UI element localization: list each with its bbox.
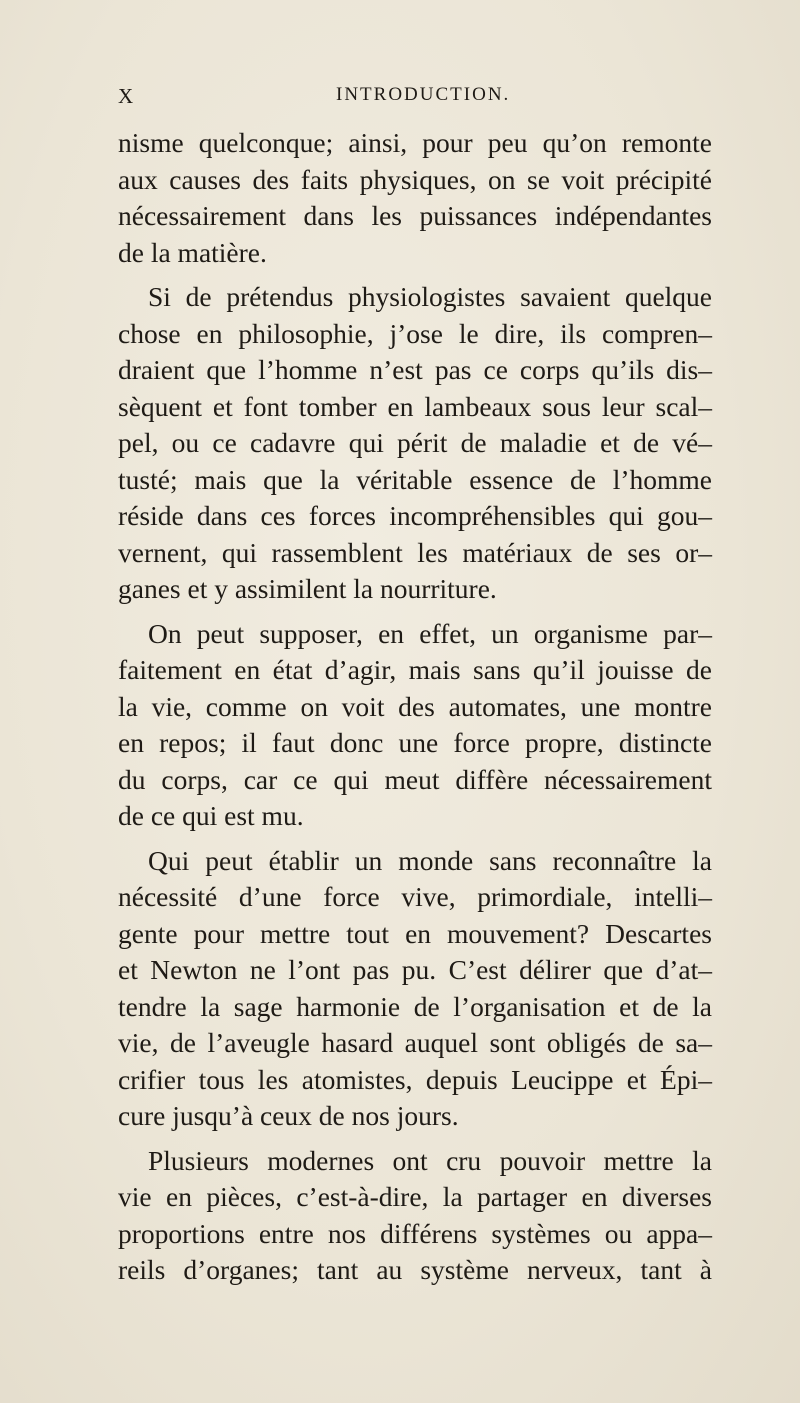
text-line: On peut supposer, en effet, un organisme par– [148, 617, 712, 649]
text-line: reils d’organes; tant au système nerveux, tant à [118, 1254, 712, 1285]
text-line: Plusieurs modernes ont cru pouvoir mettre la [148, 1144, 712, 1176]
paragraph [118, 125, 712, 271]
text-line: vie, de l’aveugle hasard auquel sont obligés de sa– [118, 1027, 712, 1058]
text-line: chose en philosophie, j’ose le dire, ils compren– [118, 317, 712, 349]
text-line: de la matière. [118, 236, 267, 268]
paragraph [118, 843, 712, 1135]
text-line: la vie, comme on voit des automates, une montre [118, 690, 712, 722]
text-line: aux causes des faits physiques, on se voit précipité [118, 163, 712, 195]
body-text [118, 125, 712, 1289]
text-line: sèquent et font tomber en lambeaux sous leur scal– [118, 390, 712, 422]
text-line: tendre la sage harmonie de l’organisation et de la [118, 990, 712, 1022]
text-line: tusté; mais que la véritable essence de l’homme [118, 463, 712, 495]
text-line: vernent, qui rassemblent les matériaux de ses or– [118, 536, 712, 568]
text-line: Qui peut établir un monde sans reconnaître la [148, 844, 712, 876]
text-line: nécessité d’une force vive, primordiale, intelli– [118, 881, 712, 912]
text-line: de ce qui est mu. [118, 800, 304, 831]
text-line: et Newton ne l’ont pas pu. C’est délirer que d’at– [118, 954, 712, 985]
text-line: proportions entre nos différens systèmes ou appa– [118, 1217, 712, 1249]
running-head: INTRODUCTION. [336, 84, 511, 105]
text-line: réside dans ces forces incompréhensibles qui gou– [118, 500, 712, 531]
text-line: en repos; il faut donc une force propre, distincte [118, 727, 712, 758]
text-line: cure jusqu’à ceux de nos jours. [118, 1100, 459, 1131]
text-line: gente pour mettre tout en mouvement? Descartes [118, 917, 712, 949]
page-number: X [118, 84, 135, 108]
text-line: du corps, car ce qui meut diffère nécessairement [118, 763, 712, 795]
text-line: Si de prétendus physiologistes savaient quelque [148, 281, 712, 312]
text-line: faitement en état d’agir, mais sans qu’il jouisse de [118, 654, 712, 685]
text-line: draient que l’homme n’est pas ce corps qu’ils dis– [118, 354, 712, 385]
paragraph [118, 279, 712, 608]
text-line: nisme quelconque; ainsi, pour peu qu’on remonte [118, 127, 712, 158]
text-line: crifier tous les atomistes, depuis Leucippe et Épi– [118, 1063, 712, 1095]
page-header [118, 84, 708, 114]
paragraph [118, 616, 712, 835]
text-line: pel, ou ce cadavre qui périt de maladie et de vé– [118, 427, 712, 458]
text-line: nécessairement dans les puissances indépendantes [118, 200, 712, 231]
paragraph [118, 1143, 712, 1289]
text-line: vie en pièces, c’est-à-dire, la partager en diverses [118, 1181, 712, 1212]
text-line: ganes et y assimilent la nourriture. [118, 573, 497, 604]
